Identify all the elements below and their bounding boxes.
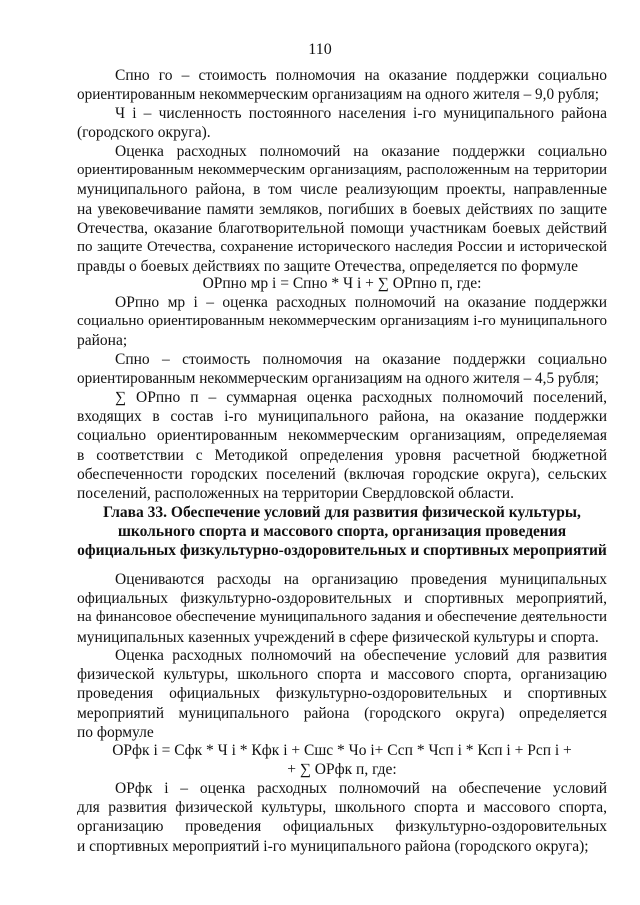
text-line: ОРпно мр i – оценка расходных полномочий на оказание поддержки	[115, 294, 607, 311]
text-line: ∑ ОРпно п – суммарная оценка расходных полномочий поселений,	[115, 389, 607, 406]
text-line: района;	[77, 332, 128, 350]
text-line: мероприятий муниципального района (городского округа) определяется	[77, 704, 607, 722]
paragraph-population	[77, 104, 607, 142]
page-number: 110	[308, 41, 332, 58]
text-line: Оценка расходных полномочий на обеспечение условий для развития	[115, 647, 607, 664]
text-line: Спно го – стоимость полномочия на оказание поддержки социально	[115, 67, 607, 84]
text-line: и спортивных мероприятий i-го муниципального района (городского округа);	[77, 837, 589, 855]
text-line: в соответствии с Методикой определения уровня расчетной бюджетной	[77, 446, 607, 464]
paragraph-orpno-def	[77, 293, 607, 351]
formula-orpno	[77, 274, 607, 293]
chapter-heading	[77, 503, 607, 561]
text-line: на финансовое обеспечение муниципального задания и обеспечение деятельности	[77, 609, 607, 626]
text-line: ориентированным некоммерческим организациям на одного жителя – 9,0 рубля;	[77, 86, 599, 104]
text-line: социально ориентированным некоммерческим организациям i-го муниципального	[77, 313, 607, 330]
text-line: по формуле	[77, 723, 154, 741]
text-line: Оценка расходных полномочий на оказание поддержки социально	[115, 143, 607, 160]
text-line: по защите Отечества, сохранение исторического наследия России и исторической	[77, 238, 607, 255]
text-line: правды о боевых действиях по защите Отечества, определяется по формуле	[77, 258, 578, 276]
paragraph-assessment-sport	[77, 646, 607, 742]
heading-line: Глава 33. Обеспечение условий для развития физической культуры,	[103, 504, 581, 521]
formula-line: ОРпно мр i = Спно * Ч i + ∑ ОРпно п, где:	[202, 275, 482, 292]
text-line: муниципального района, в том числе реализующим проекты, направленные	[77, 181, 607, 199]
text-line: входящих в состав i-го муниципального района, на оказание поддержки	[77, 408, 607, 426]
text-line: на увековечивание памяти земляков, погибших в боевых действиях по защите	[77, 200, 607, 218]
text-line: социально ориентированным некоммерческим организациям, определяемая	[77, 427, 607, 445]
text-line: организацию проведения официальных физкультурно-оздоровительных	[77, 818, 607, 836]
text-line: поселений, расположенных на территории Свердловской области.	[77, 484, 514, 502]
formula-orfk	[77, 741, 607, 779]
paragraph-spno-go	[77, 66, 607, 104]
heading-line: школьного спорта и массового спорта, организация проведения	[117, 523, 567, 541]
text-line: официальных физкультурно-оздоровительных и спортивных мероприятий,	[77, 590, 607, 608]
text-line: Отечества, оказание благотворительной помощи участникам боевых действий	[77, 219, 607, 237]
text-line: физической культуры, школьного спорта и массового спорта, организацию	[77, 666, 607, 684]
heading-line: официальных физкультурно-оздоровительных и спортивных мероприятий	[77, 542, 607, 560]
paragraph-expenses	[77, 570, 607, 647]
text-line: ориентированным некоммерческим организациям, расположенным на территории	[77, 162, 607, 179]
text-line: для развития физической культуры, школьного спорта и массового спорта,	[77, 799, 607, 817]
text-line: проведения официальных физкультурно-оздоровительных и спортивных	[77, 685, 607, 703]
text-line: Спно – стоимость полномочия на оказание поддержки социально	[115, 351, 607, 368]
paragraph-spno	[77, 350, 607, 388]
text-line: (городского округа).	[77, 124, 211, 142]
text-line: ОРфк i – оценка расходных полномочий на обеспечение условий	[115, 780, 607, 797]
text-line: Оцениваются расходы на организацию проведения муниципальных	[115, 571, 607, 588]
formula-line: ОРфк i = Сфк * Ч i * Кфк i + Сшс * Чо i+ Ссп * Чсп i * Ксп i + Рсп i +	[112, 742, 572, 759]
text-line: муниципальных казенных учреждений в сфере физической культуры и спорта.	[77, 628, 599, 646]
paragraph-orfk-def	[77, 779, 607, 856]
paragraph-sum-orpno	[77, 388, 607, 503]
paragraph-assessment-nko	[77, 142, 607, 276]
text-line: обеспеченности городских поселений (включая городские округа), сельских	[77, 465, 607, 483]
text-line: ориентированным некоммерческим организациям на одного жителя – 4,5 рубля;	[77, 370, 599, 388]
formula-line: + ∑ ОРфк п, где:	[287, 761, 397, 779]
text-line: Ч i – численность постоянного населения i-го муниципального района	[115, 105, 607, 122]
